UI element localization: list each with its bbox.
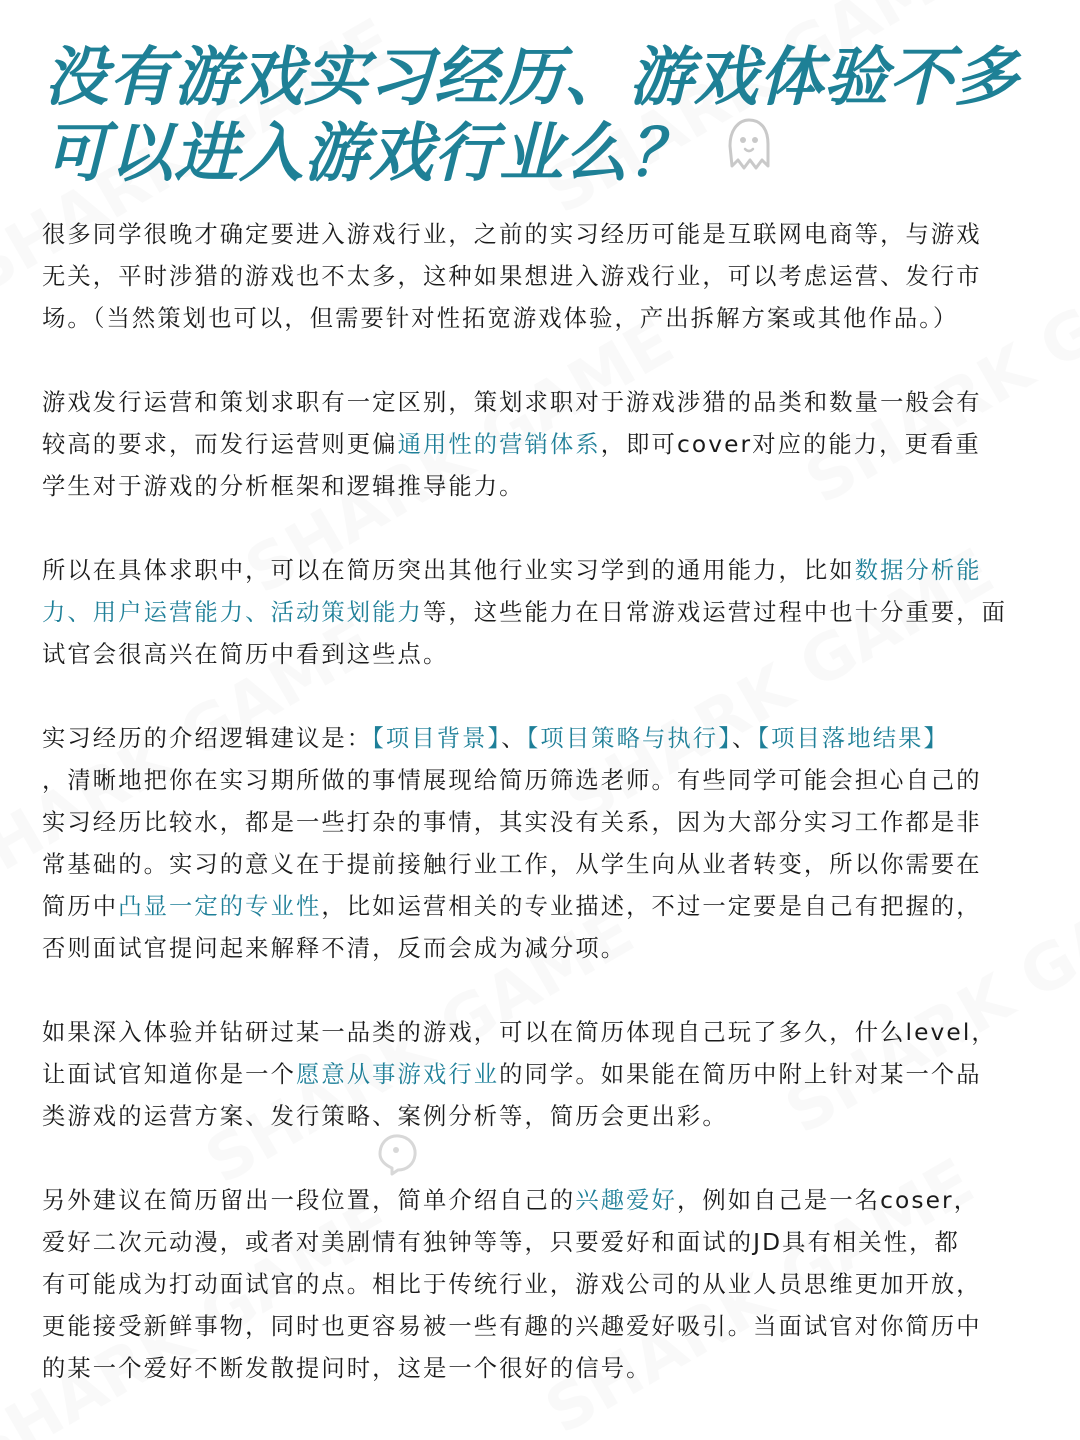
- line: 无关，平时涉猎的游戏也不太多，这种如果想进入游戏行业，可以考虑运营、发行市: [42, 263, 982, 290]
- line-part: 所以在具体求职中，可以在简历突出其他行业实习学到的通用能力，比如: [42, 557, 855, 584]
- highlight-text: 兴趣爱好: [575, 1187, 677, 1214]
- line: 爱好二次元动漫，或者对美剧情有独钟等等，只要爱好和面试的JD具有相关性，都: [42, 1229, 960, 1256]
- line: 常基础的。实习的意义在于提前接触行业工作，从学生向从业者转变，所以你需要在: [42, 851, 982, 878]
- line-part: 实习经历的介绍逻辑建议是：: [42, 725, 373, 752]
- line-part: 让面试官知道你是一个: [42, 1061, 296, 1088]
- line: 类游戏的运营方案、发行策略、案例分析等，简历会更出彩。: [42, 1103, 728, 1130]
- line: ，清晰地把你在实习期所做的事情展现给简历筛选老师。有些同学可能会担心自己的: [42, 767, 982, 794]
- page-title: [44, 40, 1054, 192]
- paragraph-1: [42, 214, 1042, 340]
- line: 如果深入体验并钻研过某一品类的游戏，可以在简历体现自己玩了多久，什么level，: [42, 1019, 997, 1046]
- paragraph-3: [42, 550, 1042, 676]
- title-line-2: 可以进入游戏行业么？: [44, 117, 694, 191]
- ghost-icon: [722, 116, 776, 176]
- line: 实习经历比较水，都是一些打杂的事情，其实没有关系，因为大部分实习工作都是非: [42, 809, 982, 836]
- line-part: 的同学。如果能在简历中附上针对某一个品: [499, 1061, 982, 1088]
- line: 场。（当然策划也可以，但需要针对性拓宽游戏体验，产出拆解方案或其他作品。）: [42, 305, 959, 332]
- highlight-text: 【项目策略与执行】: [526, 725, 732, 752]
- line: 游戏发行运营和策划求职有一定区别，策划求职对于游戏涉猎的品类和数量一般会有: [42, 389, 982, 416]
- line-part: 较高的要求，而发行运营则更偏: [42, 431, 398, 458]
- article-body: [42, 214, 1042, 1390]
- line: 有可能成为打动面试官的点。相比于传统行业，游戏公司的从业人员思维更加开放，: [42, 1271, 982, 1298]
- highlight-text: 愿意从事游戏行业: [295, 1061, 500, 1088]
- paragraph-6: [42, 1180, 1042, 1390]
- line: 试官会很高兴在简历中看到这些点。: [42, 641, 449, 668]
- line: 的某一个爱好不断发散提问时，这是一个很好的信号。: [42, 1355, 652, 1382]
- line-part: 另外建议在简历留出一段位置，简单介绍自己的: [42, 1187, 576, 1214]
- highlight-text: 力、用户运营能力、活动策划能力: [42, 599, 423, 626]
- paragraph-5: [42, 1012, 1042, 1138]
- doodle-icon: [374, 1130, 422, 1178]
- highlight-text: 通用性的营销体系: [397, 431, 601, 458]
- highlight-text: 凸显一定的专业性: [118, 893, 322, 920]
- line-part: ，即可cover对应的能力，更看重: [600, 431, 981, 458]
- line: 很多同学很晚才确定要进入游戏行业，之前的实习经历可能是互联网电商等，与游戏: [42, 221, 982, 248]
- line-part: ，例如自己是一名coser，: [676, 1187, 980, 1214]
- highlight-text: 【项目背景】: [372, 725, 502, 752]
- line-part: 简历中: [42, 893, 119, 920]
- paragraph-4: [42, 718, 1042, 970]
- paragraph-2: [42, 382, 1042, 508]
- line: 更能接受新鲜事物，同时也更容易被一些有趣的兴趣爱好吸引。当面试官对你简历中: [42, 1313, 982, 1340]
- line: 否则面试官提问起来解释不清，反而会成为减分项。: [42, 935, 627, 962]
- highlight-text: 【项目落地结果】: [757, 725, 949, 752]
- line: 学生对于游戏的分析框架和逻辑推导能力。: [42, 473, 525, 500]
- line-part: 、: [501, 725, 527, 752]
- line-part: 、: [731, 725, 758, 752]
- highlight-text: 数据分析能: [854, 557, 982, 584]
- line-part: 等，这些能力在日常游戏运营过程中也十分重要，面: [422, 599, 1008, 626]
- line-part: ，比如运营相关的专业描述，不过一定要是自己有把握的，: [321, 893, 982, 920]
- title-line-1: 没有游戏实习经历、游戏体验不多: [44, 41, 1019, 115]
